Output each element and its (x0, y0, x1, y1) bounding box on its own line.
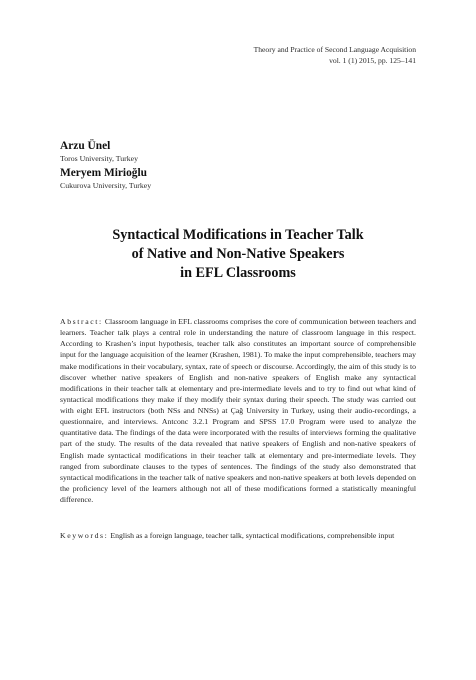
paper-title (60, 226, 416, 283)
journal-header (254, 44, 416, 66)
author-2 (60, 166, 151, 191)
keywords-text: English as a foreign language, teacher talk, syntactical modifications, comprehensible input (108, 531, 395, 540)
title-line: Syntactical Modifications in Teacher Talk (112, 227, 364, 243)
journal-volume: vol. 1 (1) 2015, pp. 125–141 (329, 56, 416, 65)
author-affiliation: Toros University, Turkey (60, 154, 139, 163)
author-1 (60, 139, 151, 164)
abstract-text: Classroom language in EFL classrooms comprises the core of communication between teachers and learners. Teacher talk plays a central role in understanding the nature of classroom language in this respect. According to Krashen’s input hypothesis, teacher talk also constitutes an important source of comprehensible input for the language acquisition of the learner (Krashen, 1981). To make the input comprehensible, teachers may make modifications in their vocabulary, syntax, rate of speech or discourse. Accordingly, the aim of this study is to discover whether native speakers of English and non-native speakers of English make any syntactical modifications in their teacher talk at elementary and pre-intermediate levels and to try to find out what kind of syntactical modifications they make if they modify their syntax during their speech. The study was carried out with eight EFL instructors (both NSs and NNSs) at Çağ University in Turkey, using their audio-recordings, a questionnaire, and interviews. Antconc 3.2.1 Program and SPSS 17.0 Program were used to analyze the quantitative data. The findings of the data were incorporated with the results of interviews forming the qualitative part of the study. The results of the data revealed that native speakers of English and non-native speakers of English made syntactical modifications in their teacher talk at elementary and pre-intermediate levels. They ranged from subordinate clauses to the types of sentences. The findings of the study also demonstrated that syntactical modifications in the teacher talk of native speakers and non-native speakers at both levels depended on the proficiency level of the learners although not all of these modifications formed a statistically meaningful difference. (60, 317, 416, 504)
abstract (60, 316, 416, 505)
keywords (60, 530, 416, 541)
journal-name: Theory and Practice of Second Language Acquisition (253, 45, 416, 54)
author-name: Arzu Ünel (60, 140, 111, 152)
author-name: Meryem Mirioğlu (60, 167, 147, 179)
author-affiliation: Cukurova University, Turkey (60, 181, 152, 190)
title-line: of Native and Non-Native Speakers (131, 246, 345, 262)
keywords-label: Keywords: (60, 531, 109, 540)
abstract-label: Abstract: (60, 317, 103, 326)
authors (60, 139, 151, 191)
title-line: in EFL Classrooms (180, 265, 296, 281)
